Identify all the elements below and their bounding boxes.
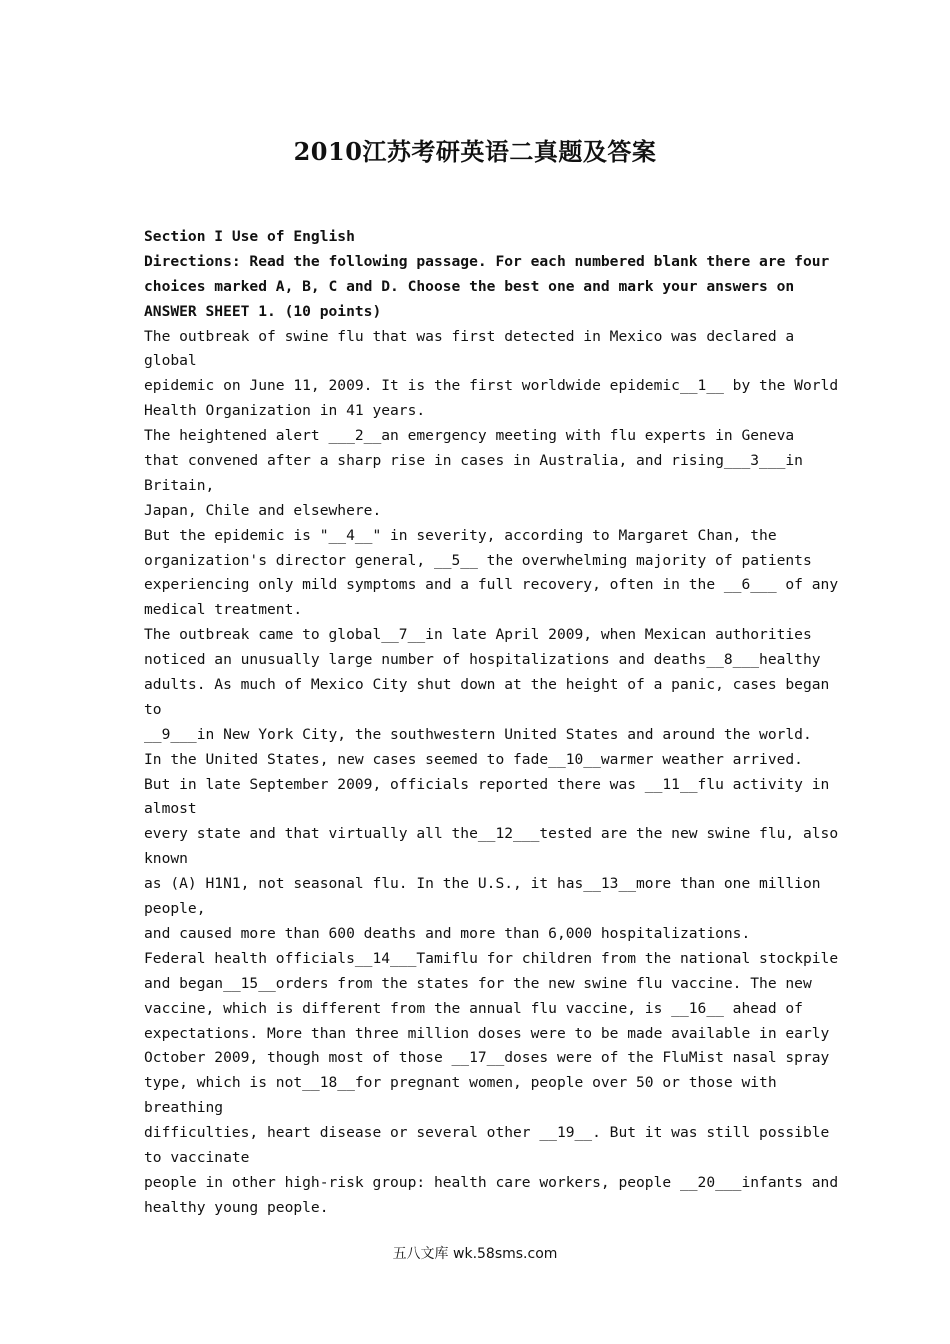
passage-line: global: [144, 352, 197, 370]
passage: [144, 325, 839, 1221]
passage-line: breathing: [144, 1099, 224, 1117]
passage-line: vaccine, which is different from the annual flu vaccine, is __16__ ahead of: [144, 999, 803, 1017]
passage-line: __9___in New York City, the southwestern United States and around the world.: [144, 725, 812, 743]
passage-line: to: [144, 700, 162, 718]
passage-line: known: [144, 850, 188, 868]
passage-line: noticed an unusually large number of hospitalizations and deaths__8___healthy: [144, 651, 821, 669]
passage-line: almost: [144, 800, 197, 818]
directions-line: choices marked A, B, C and D. Choose the best one and mark your answers on: [144, 277, 795, 295]
directions-line: Directions: Read the following passage. For each numbered blank there are four: [144, 252, 830, 270]
passage-line: Japan, Chile and elsewhere.: [144, 501, 382, 519]
passage-line: people in other high-risk group: health care workers, people __20___infants and: [144, 1173, 839, 1191]
passage-line: organization's director general, __5__ the overwhelming majority of patients: [144, 551, 812, 569]
document-body: [144, 225, 839, 1221]
passage-line: The outbreak came to global__7__in late April 2009, when Mexican authorities: [144, 626, 812, 644]
passage-line: people,: [144, 900, 206, 918]
passage-line: epidemic on June 11, 2009. It is the first worldwide epidemic__1__ by the World: [144, 377, 839, 395]
passage-line: adults. As much of Mexico City shut down at the height of a panic, cases began: [144, 676, 830, 694]
passage-line: expectations. More than three million doses were to be made available in early: [144, 1024, 830, 1042]
directions: [144, 250, 830, 325]
passage-line: Federal health officials__14___Tamiflu for children from the national stockpile: [144, 949, 839, 967]
passage-line: every state and that virtually all the__12___tested are the new swine flu, also: [144, 825, 839, 843]
passage-line: In the United States, new cases seemed to fade__10__warmer weather arrived.: [144, 750, 803, 768]
passage-line: and caused more than 600 deaths and more than 6,000 hospitalizations.: [144, 924, 751, 942]
passage-line: October 2009, though most of those __17__doses were of the FluMist nasal spray: [144, 1049, 830, 1067]
passage-line: to vaccinate: [144, 1148, 250, 1166]
passage-line: experiencing only mild symptoms and a full recovery, often in the __6___ of any: [144, 576, 839, 594]
passage-line: difficulties, heart disease or several other __19__. But it was still possible: [144, 1124, 830, 1142]
passage-line: that convened after a sharp rise in cases in Australia, and rising___3___in: [144, 452, 803, 470]
passage-line: Health Organization in 41 years.: [144, 402, 426, 420]
passage-line: The heightened alert ___2__an emergency meeting with flu experts in Geneva: [144, 427, 795, 445]
section-heading: Section I Use of English: [144, 228, 355, 245]
passage-line: healthy young people.: [144, 1198, 329, 1216]
directions-line: ANSWER SHEET 1. (10 points): [144, 302, 382, 320]
passage-line: medical treatment.: [144, 601, 303, 619]
passage-line: as (A) H1N1, not seasonal flu. In the U.S., it has__13__more than one million: [144, 875, 821, 893]
page-title: 2010江苏考研英语二真题及答案: [293, 137, 657, 166]
passage-line: But in late September 2009, officials reported there was __11__flu activity in: [144, 775, 830, 793]
footer-watermark: 五八文库 wk.58sms.com: [392, 1246, 558, 1262]
passage-line: and began__15__orders from the states for the new swine flu vaccine. The new: [144, 974, 812, 992]
passage-line: But the epidemic is "__4__" in severity, according to Margaret Chan, the: [144, 526, 777, 544]
passage-line: type, which is not__18__for pregnant women, people over 50 or those with: [144, 1074, 777, 1092]
passage-line: The outbreak of swine flu that was first detected in Mexico was declared a: [144, 327, 795, 345]
passage-line: Britain,: [144, 476, 215, 494]
